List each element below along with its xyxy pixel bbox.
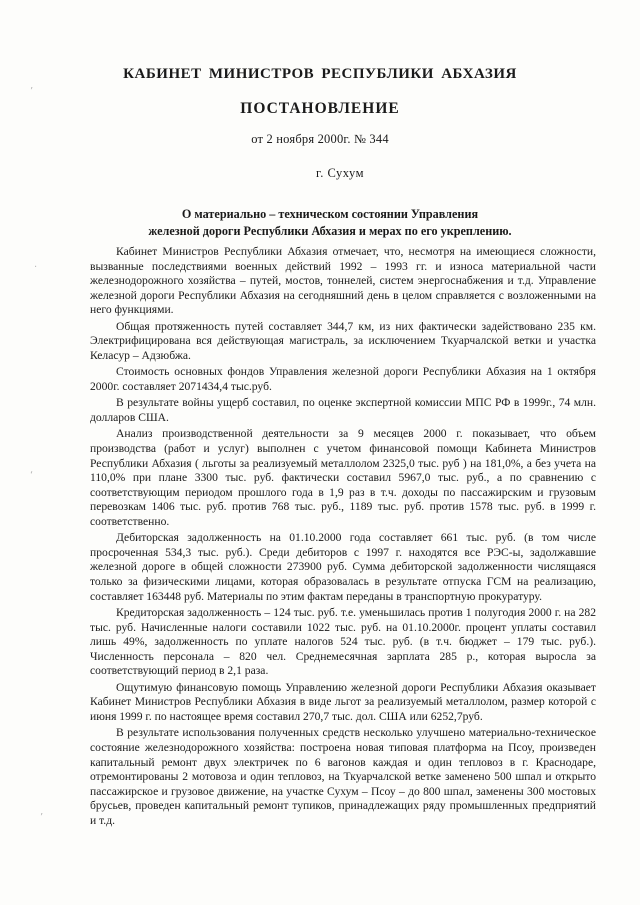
scan-mark: · — [34, 262, 38, 273]
paragraph: В результате войны ущерб составил, по оценке экспертной комиссии МПС РФ в 1999г., 74 млн. долларов США. — [90, 396, 596, 424]
paragraph: Ощутимую финансовую помощь Управлению железной дороги Республики Абхазия оказывает Кабинет Министров Республики Абхазия в виде льгот за реализуемый металлолом, размер которой с июня 1999 г. по настоящее время составил 270,7 тыс. дол. США или 6252,7руб. — [90, 680, 596, 723]
paragraph: Общая протяженность путей составляет 344,7 км, из них фактически задействовано 235 км. Электрифицирована вся действующая магистраль, за исключением Ткуарчалской ветки и участка Келасур – Адзюбжа. — [90, 319, 596, 362]
paragraph: Анализ производственной деятельности за 9 месяцев 2000 г. показывает, что объем производства (работ и услуг) выполнен с учетом финансовой помощи Кабинета Министров Республики Абхазия ( льготы за реализуемый металлолом 2325,0 тыс. руб ) на 181,0%, а без учета на 110,0% при плане 3300 тыс. руб. фактически составил 5967,0 тыс. руб., а по сравнению с соответствующим периодом прошлого года в 1,9 раз в т.ч. доходы по пассажирским и грузовым перевозкам 1406 тыс. руб. против 768 тыс. руб., 1189 тыс. руб. против 1578 тыс. руб. в 1999 г. соответственно. — [90, 427, 596, 528]
paragraph: Стоимость основных фондов Управления железной дороги Республики Абхазия на 1 октября 2000г. составляет 2071434,4 тыс.руб. — [90, 365, 596, 393]
scan-mark: ’ — [40, 812, 44, 823]
paragraph: Кредиторская задолженность – 124 тыс. руб. т.е. уменьшилась против 1 полугодия 2000 г. на 282 тыс. руб. Начисленные налоги составили 1022 тыс. руб. на 01.10.2000г. процент уплаты составил лишь 49%, задолженность по уплате налогов 524 тыс. руб. (в т.ч. бюджет – 179 тыс. руб.). Численность персонала – 820 чел. Среднемесячная зарплата 285 р., которая выросла за соответствующий период в 2,1 раза. — [90, 606, 596, 678]
subject-line: железной дороги Республики Абхазия и мерах по его укреплению. — [148, 224, 512, 238]
paragraph: Кабинет Министров Республики Абхазия отмечает, что, несмотря на имеющиеся сложности, вызванные последствиями военных действий 1992 – 1993 гг. и износа материальной части железнодорожного хозяйства – путей, мостов, тоннелей, систем энергоснабжения и т.д. Управление железной дороги Республики Абхазия на сегодняшний день в целом справляется с возложенными на него функциями. — [90, 245, 596, 317]
document-body — [90, 245, 596, 830]
date-number-line: от 2 ноября 2000г. № 344 — [251, 132, 389, 146]
scan-mark: ‘ — [30, 470, 34, 481]
scan-mark: ’ — [30, 86, 34, 97]
subject-heading — [80, 206, 580, 240]
document-type-heading: ПОСТАНОВЛЕНИЕ — [240, 100, 400, 117]
city-line: г. Сухум — [315, 166, 364, 180]
subject-line: О материально – техническом состоянии Управления — [181, 207, 479, 221]
paragraph: В результате использования полученных средств несколько улучшено материально-техническое состояние железнодорожного хозяйства: построена новая типовая платформа на Псоу, произведен капитальный ремонт двух электричек по 6 вагонов каждая и один тепловоз в г. Краснодаре, отремонтированы 2 мотовоза и один тепловоз, на Ткуарчалской ветке заменено 500 шпал и открыто пассажирское и грузовое движение, на участке Сухум – Псоу – до 800 шпал, заменены 300 мостовых брусьев, проведен капитальный ремонт тупиков, принадлежащих ряду промышленных предприятий и т.д. — [90, 726, 596, 827]
paragraph: Дебиторская задолженность на 01.10.2000 года составляет 661 тыс. руб. (в том числе просроченная 534,3 тыс. руб.). Среди дебиторов с 1997 г. находятся все РЭС-ы, задолжавшие железной дороге в общей сложности 273900 руб. Сумма дебиторской задолженности числящаяся только за физическими лицами, которая образовалась в результате отпуска ГСМ на реализацию, составляет 163448 руб. Материалы по этим фактам переданы в транспортную прокуратуру. — [90, 531, 596, 603]
organization-heading: КАБИНЕТ МИНИСТРОВ РЕСПУБЛИКИ АБХАЗИЯ — [123, 66, 517, 82]
